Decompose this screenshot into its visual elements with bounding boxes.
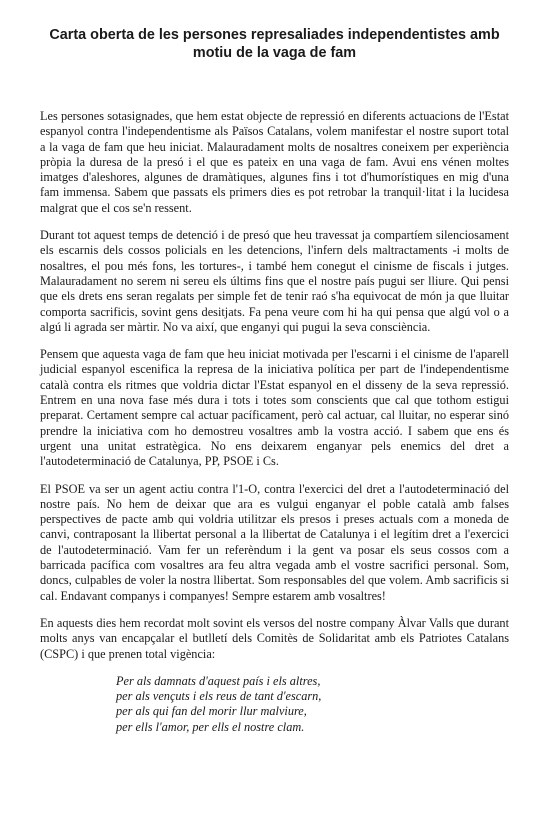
document-title: Carta oberta de les persones represaliades independentistes amb motiu de la vaga de fam (49, 27, 500, 61)
paragraph-4: El PSOE va ser un agent actiu contra l'1-O, contra l'exercici del dret a l'autodeterminació del nostre país. No hem de deixar que ara es vulgui enganyar el poble català amb falses perspectives de pacte amb qui voldria utilitzar els presos i preses actuals com a moneda de canvi, contraposant la llibertat personal a la llibertat de Catalunya i el legítim dret a l'exercici de l'autodeterminació. Vam fer un referèndum i la gent va posar els seus cossos com a barricada pacífica com vosaltres ara feu altra vegada amb el vostre sacrifici personal. Som, doncs, culpables de voler la nostra llibertat. Som responsables del que volem. Amb sacrificis si cal. Endavant companys i companyes! Sempre estarem amb vosaltres! (40, 481, 509, 603)
poem-verses (116, 674, 509, 735)
paragraph-2: Durant tot aquest temps de detenció i de presó que heu travessat ja compartíem silenciosament els escarnis dels cossos policials en les detencions, l'infern dels maltractaments -i molts de nosaltres, el pou més fons, les tortures-, i també hem conegut el cinisme de fiscals i jutges. Malauradament no serem ni sereu els últims fins que el nostre país pugui ser lliure. Qui pensi que els drets ens seran regalats per simple fet de tenir raó s'ha equivocat de món ja que lluitar comporta sacrificis, sovint gens desitjats. Fa pena veure com hi ha qui pensa que algú vol o a algú li agrada ser màrtir. No va així, que enganyi qui pugui la seva consciència. (40, 228, 509, 334)
poem-line-3: per als qui fan del morir llur malviure, (116, 704, 307, 719)
poem-line-1: Per als damnats d'aquest país i els altres, (116, 673, 321, 688)
paragraph-5: En aquests dies hem recordat molt sovint els versos del nostre company Àlvar Valls que durant molts anys van encapçalar el butlletí dels Comitès de Solidaritat amb els Patriotes Catalans (CSPC) i que prenen total vigència: (40, 615, 509, 661)
poem-line-2: per als vençuts i els reus de tant d'escarn, (116, 689, 322, 704)
paragraph-1: Les persones sotasignades, que hem estat objecte de repressió en diferents actuacions de l'Estat espanyol contra l'independentisme als Països Catalans, volem manifestar el nostre suport total a la vaga de fam que heu iniciat. Malauradament molts de nosaltres coneixem per experiència pròpia la duresa de la presó i el que es pateix en una vaga de fam. Avui ens vénen moltes imatges d'aleshores, algunes de dramàtiques, algunes fins i tot d'humorístiques en mig d'una fam immensa. Sabem que passats els primers dies es pot retrobar la tranquil·litat i la lucidesa malgrat que el cos se'n ressent. (40, 109, 509, 215)
paragraph-3: Pensem que aquesta vaga de fam que heu iniciat motivada per l'escarni i el cinisme de l'aparell judicial espanyol escenifica la represa de la iniciativa política per part de l'independentisme català contra els ritmes que voldria dictar l'Estat espanyol en el disseny de la seva repressió. Entrem en una nova fase més dura i tots i totes som conscients que cal que tothom estigui preparat. Certament sempre cal actuar pacíficament, però cal actuar, cal lluitar, no esperar sinó prendre la iniciativa com ho demostreu vosaltres amb la vostra acció. I sabem que ens és urgent una unitat estratègica. No ens deixarem enganyar pels enemics del dret a l'autodeterminació de Catalunya, PP, PSOE i Cs. (40, 347, 509, 469)
poem-line-4: per ells l'amor, per ells el nostre clam. (116, 719, 305, 734)
